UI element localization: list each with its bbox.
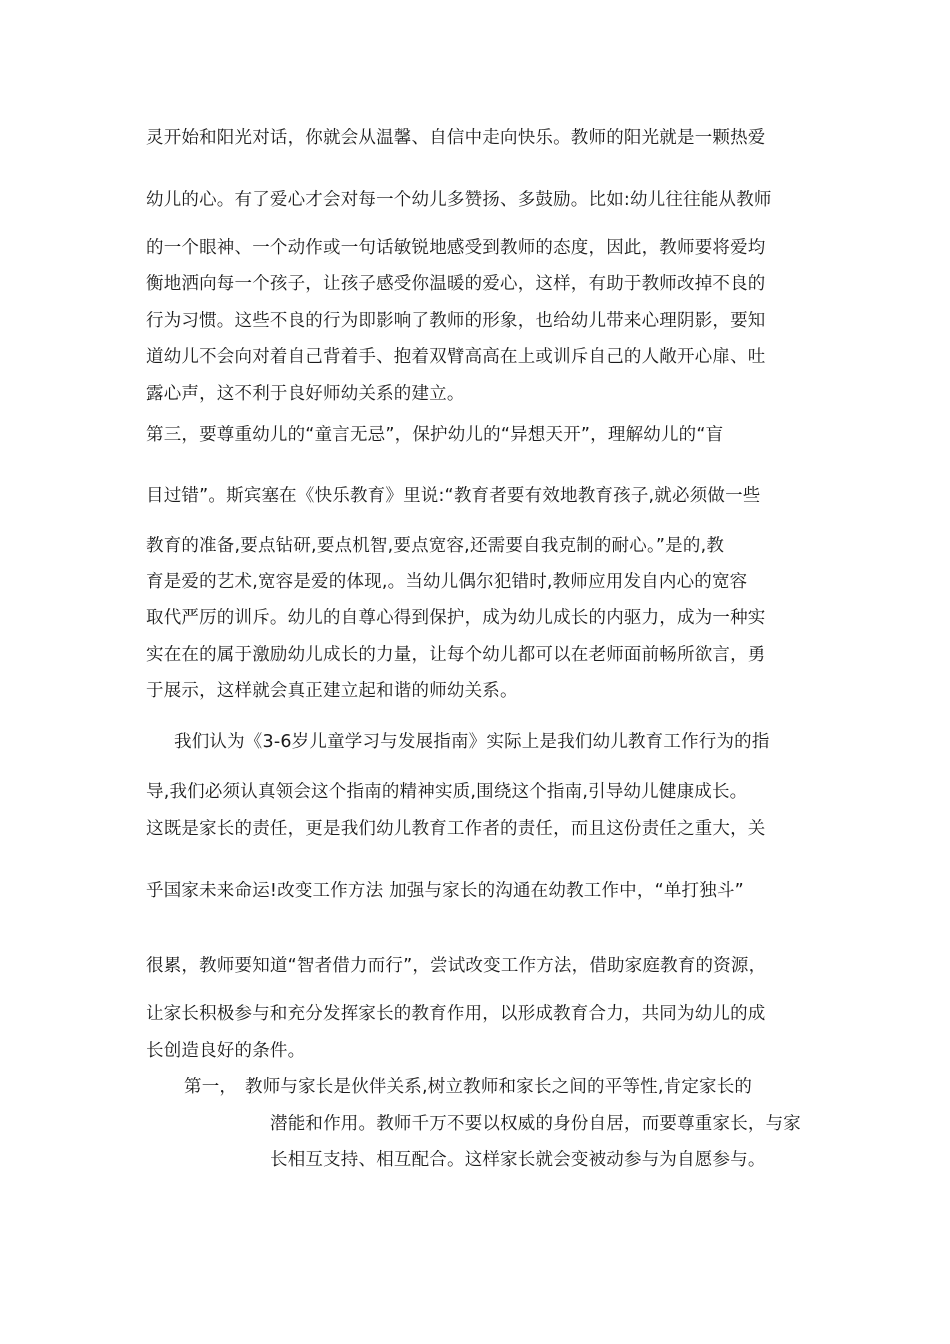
paragraph-line: 目过错”。斯宾塞在《快乐教育》里说:“教育者要有效地教育孩子,就必须做一些 bbox=[146, 486, 761, 506]
paragraph-line: 教育的准备,要点钻研,要点机智,要点宽容,还需要自我克制的耐心。”是的,教 bbox=[146, 536, 725, 556]
list-item-label: 第一， bbox=[184, 1077, 238, 1097]
paragraph-line: 让家长积极参与和充分发挥家长的教育作用，以形成教育合力，共同为幼儿的成 bbox=[146, 1004, 766, 1024]
paragraph-line: 很累，教师要知道“智者借力而行”，尝试改变工作方法，借助家庭教育的资源， bbox=[146, 956, 767, 976]
paragraph-line: 行为习惯。这些不良的行为即影响了教师的形象，也给幼儿带来心理阴影，要知 bbox=[146, 311, 766, 331]
list-item-line: 潜能和作用。教师千万不要以权威的身份自居，而要尊重家长，与家 bbox=[270, 1114, 801, 1134]
paragraph-line: 长创造良好的条件。 bbox=[146, 1041, 306, 1061]
paragraph-line: 导,我们必须认真领会这个指南的精神实质,围绕这个指南,引导幼儿健康成长。 bbox=[146, 782, 748, 802]
paragraph-line: 育是爱的艺术,宽容是爱的体现,。当幼儿偶尔犯错时,教师应用发自内心的宽容 bbox=[146, 572, 748, 592]
paragraph-line: 的一个眼神、一个动作或一句话敏锐地感受到教师的态度，因此，教师要将爱均 bbox=[146, 238, 766, 258]
paragraph-line: 第三，要尊重幼儿的“童言无忌”，保护幼儿的“异想天开”，理解幼儿的“盲 bbox=[146, 425, 724, 445]
paragraph-line: 幼儿的心。有了爱心才会对每一个幼儿多赞扬、多鼓励。比如:幼儿往往能从教师 bbox=[146, 190, 772, 210]
paragraph-line: 我们认为《3-6岁儿童学习与发展指南》实际上是我们幼儿教育工作行为的指 bbox=[174, 732, 770, 752]
paragraph-line: 灵开始和阳光对话，你就会从温馨、自信中走向快乐。教师的阳光就是一颗热爱 bbox=[146, 128, 766, 148]
paragraph-line: 乎国家未来命运!改变工作方法 加强与家长的沟通在幼教工作中，“单打独斗” bbox=[146, 881, 744, 901]
paragraph-line: 这既是家长的责任，更是我们幼儿教育工作者的责任，而且这份责任之重大，关 bbox=[146, 819, 766, 839]
list-item-line: 教师与家长是伙伴关系,树立教师和家长之间的平等性,肯定家长的 bbox=[245, 1077, 753, 1097]
paragraph-line: 道幼儿不会向对着自己背着手、抱着双臂高高在上或训斥自己的人敞开心扉、吐 bbox=[146, 347, 766, 367]
paragraph-line: 衡地洒向每一个孩子，让孩子感受你温暖的爱心，这样，有助于教师改掉不良的 bbox=[146, 274, 766, 294]
paragraph-line: 取代严厉的训斥。幼儿的自尊心得到保护，成为幼儿成长的内驱力，成为一种实 bbox=[146, 608, 766, 628]
paragraph-line: 于展示，这样就会真正建立起和谐的师幼关系。 bbox=[146, 681, 518, 701]
list-item-line: 长相互支持、相互配合。这样家长就会变被动参与为自愿参与。 bbox=[270, 1150, 766, 1170]
paragraph-line: 实在在的属于激励幼儿成长的力量，让每个幼儿都可以在老师面前畅所欲言，勇 bbox=[146, 645, 766, 665]
paragraph-line: 露心声，这不利于良好师幼关系的建立。 bbox=[146, 384, 465, 404]
